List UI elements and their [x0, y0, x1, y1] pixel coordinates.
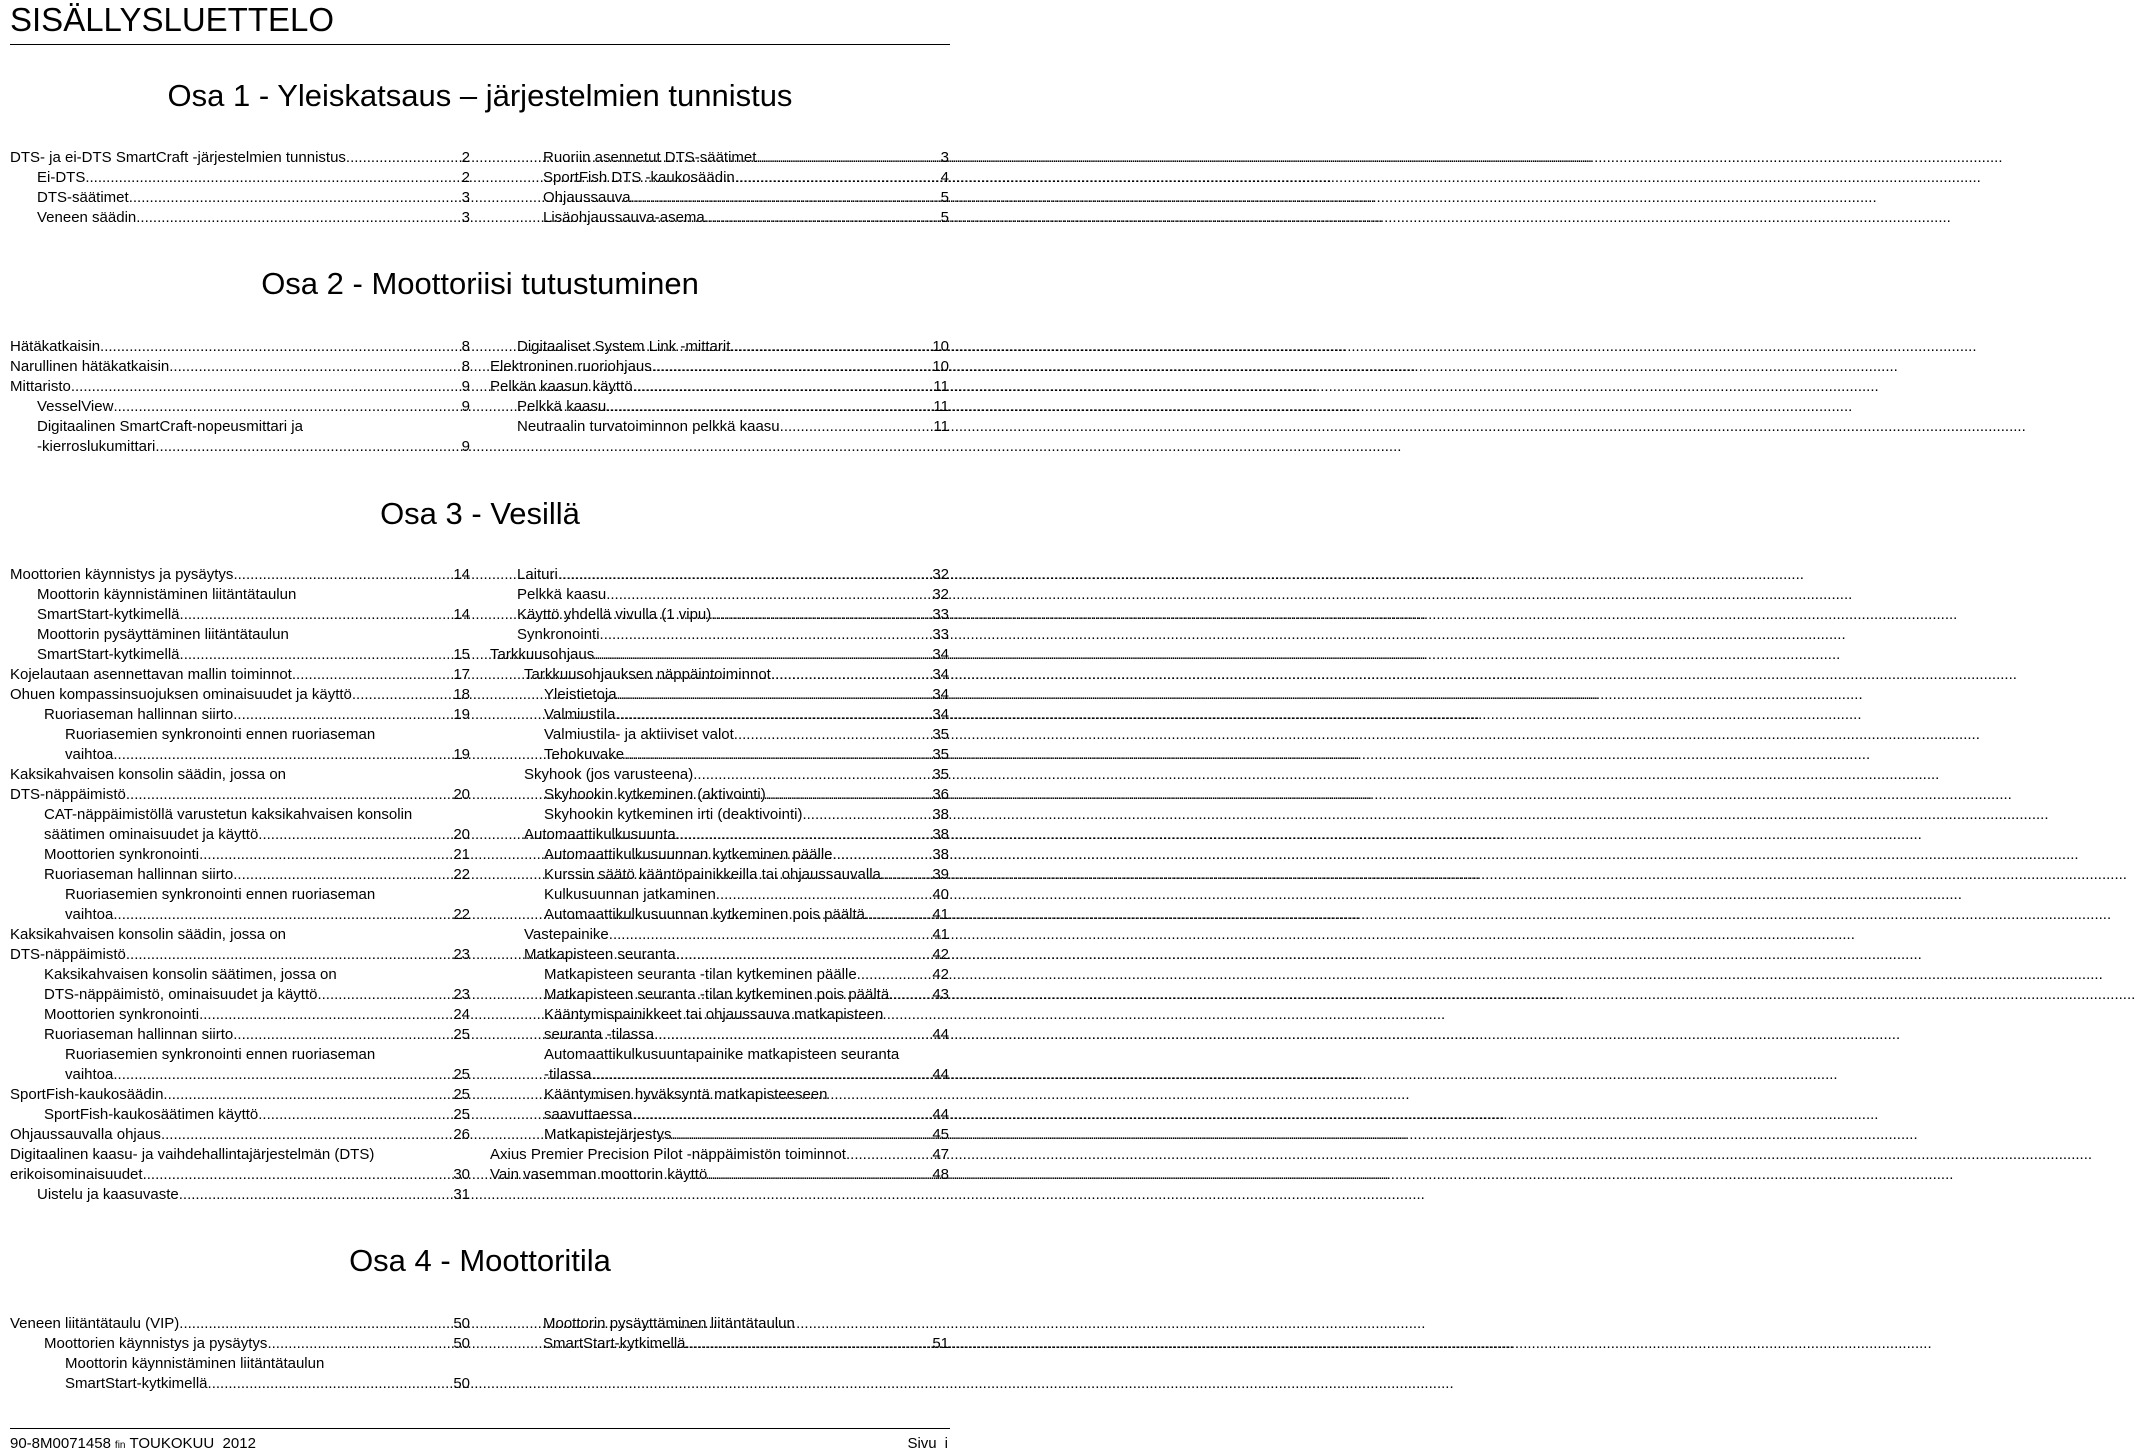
- toc-entry[interactable]: Skyhook (jos varusteena) ..... 35: [490, 765, 949, 785]
- toc-entry[interactable]: DTS- ja ei-DTS SmartCraft -järjestelmien tunnistus ..... 2: [10, 148, 470, 168]
- toc-entry[interactable]: Ruoriaseman hallinnan siirto ..... 25: [10, 1025, 470, 1045]
- toc-entry[interactable]: Kurssin säätö kääntöpainikkeilla tai ohjaussauvalla ..... 39: [490, 865, 949, 885]
- toc-entry[interactable]: Yleistietoja ..... 34: [490, 685, 949, 705]
- toc-entry[interactable]: Matkapisteen seuranta -tilan kytkeminen pois päältä ..... 43: [490, 985, 949, 1005]
- toc-entry-line: Digitaalinen kaasu- ja vaihdehallintajärjestelmän (DTS): [10, 1146, 375, 1163]
- toc-entry-line: Kaksikahvaisen konsolin säädin, jossa on: [10, 766, 286, 783]
- toc-entry-multiline[interactable]: Kaksikahvaisen konsolin säätimen, jossa on DTS-näppäimistö, ominaisuudet ja käyttö ..... 23: [10, 965, 470, 1005]
- toc-entry[interactable]: Vain vasemman moottorin käyttö ..... 48: [490, 1165, 949, 1185]
- toc-entry-multiline[interactable]: CAT-näppäimistöllä varustetun kaksikahvaisen konsolin säätimen ominaisuudet ja käyttö ..... 20: [10, 805, 470, 845]
- toc-entry[interactable]: Valmiustila ..... 34: [490, 705, 949, 725]
- toc-entry[interactable]: SportFish-kaukosäädin ..... 25: [10, 1085, 470, 1105]
- toc-entry[interactable]: Narullinen hätäkatkaisin ..... 8: [10, 357, 470, 377]
- toc-entry-line: Ruoriasemien synkronointi ennen ruoriaseman: [65, 1046, 376, 1063]
- toc-entry-line: Kääntymisen hyväksyntä matkapisteeseen: [544, 1086, 828, 1103]
- toc-entry[interactable]: Ei-DTS ..... 2: [10, 168, 470, 188]
- toc-entry-multiline[interactable]: Ruoriasemien synkronointi ennen ruoriaseman vaihtoa ..... 25: [10, 1045, 470, 1085]
- toc-column-s2-left: [10, 337, 470, 457]
- toc-entry[interactable]: Ohuen kompassinsuojuksen ominaisuudet ja käyttö ..... 18: [10, 685, 470, 705]
- toc-entry[interactable]: Ruoriaseman hallinnan siirto ..... 22: [10, 865, 470, 885]
- toc-entry-line: Digitaalinen SmartCraft-nopeusmittari ja: [37, 418, 303, 435]
- publication-date: TOUKOKUU 2012: [129, 1435, 256, 1452]
- title-rule: [10, 44, 950, 45]
- toc-column-s4-right: [543, 1314, 949, 1354]
- document-code: 90-8M0071458: [10, 1435, 111, 1452]
- toc-entry-multiline[interactable]: Moottorin pysäyttäminen liitäntätaulun SmartStart-kytkimellä ..... 51: [543, 1314, 949, 1354]
- toc-entry-line: Kaksikahvaisen konsolin säätimen, jossa on: [44, 966, 337, 983]
- toc-column-s1-right: [543, 148, 949, 228]
- toc-entry[interactable]: Moottorien käynnistys ja pysäytys ..... 50: [10, 1334, 470, 1354]
- footer-left: [10, 1434, 256, 1456]
- toc-entry[interactable]: Tarkkuusohjaus ..... 34: [490, 645, 949, 665]
- toc-entry[interactable]: Pelkän kaasun käyttö ..... 11: [490, 377, 949, 397]
- section-title-2: Osa 2 - Moottoriisi tutustuminen: [261, 266, 699, 301]
- toc-entry[interactable]: Moottorien käynnistys ja pysäytys ..... 14: [10, 565, 470, 585]
- toc-entry[interactable]: Valmiustila- ja aktiiviset valot ..... 35: [490, 725, 949, 745]
- toc-entry[interactable]: Ohjaussauva ..... 5: [543, 188, 949, 208]
- toc-column-s3-right: [490, 565, 949, 1185]
- toc-entry[interactable]: VesselView ..... 9: [10, 397, 470, 417]
- toc-entry-multiline[interactable]: Moottorin käynnistäminen liitäntätaulun SmartStart-kytkimellä ..... 50: [10, 1354, 470, 1394]
- toc-entry-line: Kaksikahvaisen konsolin säädin, jossa on: [10, 926, 286, 943]
- toc-column-s2-right: [490, 337, 949, 437]
- toc-entry[interactable]: Moottorien synkronointi ..... 24: [10, 1005, 470, 1025]
- toc-entry[interactable]: Axius Premier Precision Pilot -näppäimistön toiminnot ..... 47: [490, 1145, 949, 1165]
- toc-entry[interactable]: Digitaaliset System Link -mittarit ..... 10: [490, 337, 949, 357]
- toc-entry-multiline[interactable]: Digitaalinen SmartCraft-nopeusmittari ja -kierroslukumittari ..... 9: [10, 417, 470, 457]
- toc-entry[interactable]: Pelkkä kaasu ..... 32: [490, 585, 949, 605]
- toc-entry-multiline[interactable]: Digitaalinen kaasu- ja vaihdehallintajärjestelmän (DTS) erikoisominaisuudet ..... 30: [10, 1145, 470, 1185]
- toc-entry[interactable]: Käyttö yhdellä vivulla (1 vipu) ..... 33: [490, 605, 949, 625]
- section-title-1: Osa 1 - Yleiskatsaus – järjestelmien tunnistus: [167, 78, 793, 113]
- toc-entry-multiline[interactable]: Kaksikahvaisen konsolin säädin, jossa on DTS-näppäimistö ..... 20: [10, 765, 470, 805]
- toc-entry[interactable]: Tehokuvake ..... 35: [490, 745, 949, 765]
- toc-entry-multiline[interactable]: Kääntymisen hyväksyntä matkapisteeseen saavuttaessa ..... 44: [490, 1085, 949, 1125]
- toc-entry[interactable]: Ruoriaseman hallinnan siirto ..... 19: [10, 705, 470, 725]
- toc-entry[interactable]: Ruoriin asennetut DTS-säätimet ..... 3: [543, 148, 949, 168]
- toc-entry-multiline[interactable]: Moottorin käynnistäminen liitäntätaulun SmartStart-kytkimellä ..... 14: [10, 585, 470, 625]
- language-code: fin: [114, 1440, 126, 1451]
- toc-entry[interactable]: Synkronointi ..... 33: [490, 625, 949, 645]
- toc-entry[interactable]: Elektroninen ruoriohjaus ..... 10: [490, 357, 949, 377]
- toc-entry-multiline[interactable]: Moottorin pysäyttäminen liitäntätaulun SmartStart-kytkimellä ..... 15: [10, 625, 470, 665]
- toc-entry-line: Kääntymispainikkeet tai ohjaussauva matkapisteen: [544, 1006, 884, 1023]
- toc-entry-multiline[interactable]: Ruoriasemien synkronointi ennen ruoriaseman vaihtoa ..... 19: [10, 725, 470, 765]
- toc-entry[interactable]: Hätäkatkaisin ..... 8: [10, 337, 470, 357]
- toc-entry[interactable]: Pelkkä kaasu ..... 11: [490, 397, 949, 417]
- section-title-4: Osa 4 - Moottoritila: [349, 1243, 611, 1278]
- section-title-3: Osa 3 - Vesillä: [380, 496, 580, 531]
- toc-entry[interactable]: DTS-säätimet ..... 3: [10, 188, 470, 208]
- toc-entry-line: Moottorin pysäyttäminen liitäntätaulun: [37, 626, 289, 643]
- footer-rule: [10, 1428, 950, 1429]
- toc-entry-line: Moottorin pysäyttäminen liitäntätaulun: [543, 1315, 795, 1332]
- toc-entry-line: CAT-näppäimistöllä varustetun kaksikahvaisen konsolin: [44, 806, 413, 823]
- toc-entry[interactable]: Automaattikulkusuunnan kytkeminen päälle ..... 38: [490, 845, 949, 865]
- toc-entry[interactable]: Veneen säädin ..... 3: [10, 208, 470, 228]
- toc-entry[interactable]: Neutraalin turvatoiminnon pelkkä kaasu ..... 11: [490, 417, 949, 437]
- toc-entry[interactable]: Matkapisteen seuranta ..... 42: [490, 945, 949, 965]
- toc-entry-line: Automaattikulkusuuntapainike matkapisteen seuranta: [544, 1046, 900, 1063]
- toc-entry[interactable]: Kulkusuunnan jatkaminen ..... 40: [490, 885, 949, 905]
- toc-entry-line: Moottorin käynnistäminen liitäntätaulun: [65, 1355, 325, 1372]
- toc-entry[interactable]: Skyhookin kytkeminen (aktivointi) ..... 36: [490, 785, 949, 805]
- toc-entry-multiline[interactable]: Automaattikulkusuuntapainike matkapisteen seuranta -tilassa ..... 44: [490, 1045, 949, 1085]
- page-title: SISÄLLYSLUETTELO: [10, 1, 335, 38]
- toc-entry[interactable]: Automaattikulkusuunnan kytkeminen pois päältä ..... 41: [490, 905, 949, 925]
- toc-entry[interactable]: Automaattikulkusuunta ..... 38: [490, 825, 949, 845]
- toc-entry[interactable]: SportFish-kaukosäätimen käyttö ..... 25: [10, 1105, 470, 1125]
- toc-entry[interactable]: SportFish DTS -kaukosäädin ..... 4: [543, 168, 949, 188]
- page-number: i: [944, 1435, 948, 1452]
- toc-entry[interactable]: Kojelautaan asennettavan mallin toiminnot ..... 17: [10, 665, 470, 685]
- toc-entry-multiline[interactable]: Kaksikahvaisen konsolin säädin, jossa on DTS-näppäimistö ..... 23: [10, 925, 470, 965]
- toc-entry-multiline[interactable]: Kääntymispainikkeet tai ohjaussauva matkapisteen seuranta -tilassa ..... 44: [490, 1005, 949, 1045]
- toc-entry[interactable]: Matkapisteen seuranta -tilan kytkeminen päälle ..... 42: [490, 965, 949, 985]
- toc-entry[interactable]: Ohjaussauvalla ohjaus ..... 26: [10, 1125, 470, 1145]
- toc-entry-multiline[interactable]: Ruoriasemien synkronointi ennen ruoriaseman vaihtoa ..... 22: [10, 885, 470, 925]
- toc-entry[interactable]: Vastepainike ..... 41: [490, 925, 949, 945]
- footer-right: [907, 1434, 948, 1454]
- toc-entry[interactable]: Uistelu ja kaasuvaste ..... 31: [10, 1185, 470, 1205]
- toc-column-s4-left: [10, 1314, 470, 1394]
- toc-entry[interactable]: Veneen liitäntätaulu (VIP) ..... 50: [10, 1314, 470, 1334]
- toc-entry-line: Ruoriasemien synkronointi ennen ruoriaseman: [65, 886, 376, 903]
- toc-entry[interactable]: Matkapistejärjestys ..... 45: [490, 1125, 949, 1145]
- toc-entry[interactable]: Mittaristo ..... 9: [10, 377, 470, 397]
- toc-column-s3-left: [10, 565, 470, 1205]
- page-label: Sivu: [907, 1435, 937, 1452]
- toc-entry[interactable]: Moottorien synkronointi ..... 21: [10, 845, 470, 865]
- toc-entry-line: Moottorin käynnistäminen liitäntätaulun: [37, 586, 297, 603]
- toc-entry-line: Ruoriasemien synkronointi ennen ruoriaseman: [65, 726, 376, 743]
- toc-entry[interactable]: Lisäohjaussauva-asema ..... 5: [543, 208, 949, 228]
- toc-entry[interactable]: Skyhookin kytkeminen irti (deaktivointi) ..... 38: [490, 805, 949, 825]
- toc-entry[interactable]: Tarkkuusohjauksen näppäintoiminnot ..... 34: [490, 665, 949, 685]
- toc-column-s1-left: [10, 148, 470, 228]
- toc-entry[interactable]: Laituri ..... 32: [490, 565, 949, 585]
